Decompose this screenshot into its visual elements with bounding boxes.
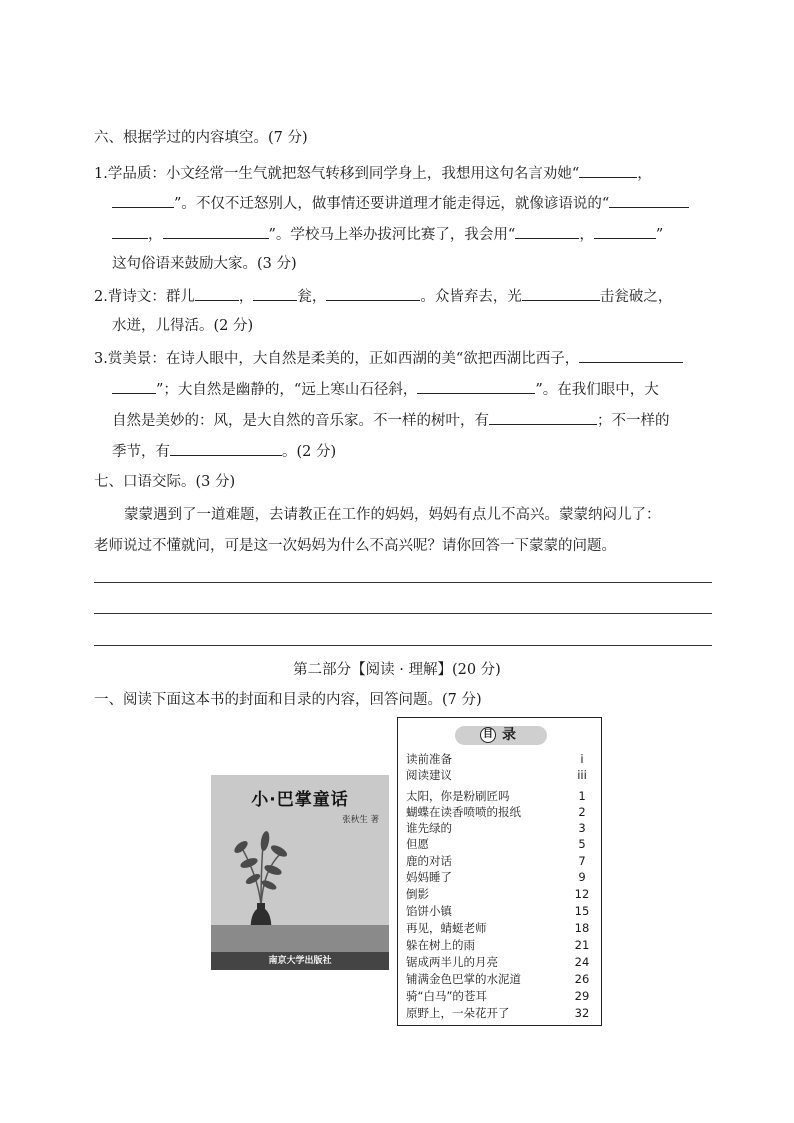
q3-text-d: 自然是美妙的：风，是大自然的音乐家。不一样的树叶，有	[112, 413, 489, 429]
toc-item-title: 原野上，一朵花开了	[406, 1006, 510, 1020]
toc-item	[406, 788, 594, 804]
q1-blank-3[interactable]	[609, 193, 689, 208]
q2-blank-1[interactable]	[195, 286, 239, 301]
book-cover	[211, 775, 389, 970]
q3-blank-2[interactable]	[417, 379, 535, 394]
cover-publisher: 南京大学出版社	[211, 952, 389, 970]
toc-item-page: 32	[574, 1006, 590, 1020]
q3-blank-1b[interactable]	[112, 379, 156, 394]
toc-item-page: i	[580, 752, 584, 766]
toc-item	[406, 820, 594, 836]
toc-item-page: 26	[574, 972, 590, 986]
toc-item	[406, 988, 594, 1004]
toc-item	[406, 920, 594, 936]
section-7-paragraph-1: 蒙蒙遇到了一道难题，去请教正在工作的妈妈，妈妈有点儿不高兴。蒙蒙纳闷儿了：	[124, 507, 661, 523]
q1-comma-3: ，	[579, 227, 594, 243]
toc-item	[406, 886, 594, 902]
q3-line1	[94, 348, 683, 369]
q2-text-b: 瓮，	[297, 289, 327, 305]
toc-item-page: 24	[574, 955, 590, 969]
toc-item-page: 18	[574, 921, 590, 935]
q2-line2: 水迸，儿得活。(2 分)	[112, 318, 254, 334]
toc-item-page: 7	[578, 854, 586, 868]
q2-blank-3[interactable]	[326, 286, 420, 301]
toc-item-page: 3	[578, 821, 586, 835]
toc-item-title: 铺满金色巴掌的水泥道	[406, 972, 521, 986]
toc-item-page: 1	[578, 789, 586, 803]
answer-line-3[interactable]	[94, 645, 712, 646]
toc-item-page: 15	[574, 904, 590, 918]
toc-heading-char: 目	[480, 727, 496, 743]
toc-item-title: 躲在树上的雨	[406, 938, 475, 952]
toc-item-title: 阅读建议	[406, 768, 452, 782]
toc-item	[406, 869, 594, 885]
section-7-title: 七、口语交际。(3 分)	[94, 474, 236, 490]
toc-item-page: 9	[578, 870, 586, 884]
toc-item-title: 谁先绿的	[406, 821, 452, 835]
q3-blank-1[interactable]	[579, 348, 683, 363]
q3-text-a: 3.赏美景：在诗人眼中，大自然是柔美的，正如西湖的美“欲把西湖比西子，	[94, 351, 580, 367]
answer-line-1[interactable]	[94, 582, 712, 583]
q1-blank-1[interactable]	[579, 163, 637, 178]
section-6-title: 六、根据学过的内容填空。(7 分)	[94, 130, 308, 146]
toc-item-title: 读前准备	[406, 752, 452, 766]
toc-item-title: 馅饼小镇	[406, 904, 452, 918]
toc-item	[406, 751, 594, 767]
q1-blank-2[interactable]	[112, 193, 174, 208]
toc-item-title: 蝴蝶在读香喷喷的报纸	[406, 805, 521, 819]
q1-text-c: ”。学校马上举办拔河比赛了，我会用“	[268, 227, 516, 243]
toc-item-page: iii	[577, 768, 587, 782]
q3-text-c: ”。在我们眼中，大	[535, 382, 659, 398]
toc-item-title: 鹿的对话	[406, 854, 452, 868]
table-of-contents	[397, 717, 602, 1026]
toc-item-title: 再见，蜻蜓老师	[406, 921, 487, 935]
toc-item	[406, 903, 594, 919]
toc-item-title: 骑“白马”的苍耳	[406, 989, 487, 1003]
q3-text-f: 季节，有	[112, 444, 170, 460]
toc-item	[406, 804, 594, 820]
q1-blank-6[interactable]	[594, 224, 656, 239]
toc-item	[406, 971, 594, 987]
toc-item-page: 29	[574, 989, 590, 1003]
q3-line4	[112, 441, 336, 462]
q1-line4: 这句俗语来鼓励大家。(3 分)	[112, 256, 297, 272]
toc-item-title: 太阳，你是粉刷匠吗	[406, 789, 510, 803]
q1-line1	[94, 163, 652, 184]
toc-item-title: 但愿	[406, 837, 429, 851]
q1-blank-4[interactable]	[163, 224, 269, 239]
section-7-paragraph-2: 老师说过不懂就问，可是这一次妈妈为什么不高兴呢？请你回答一下蒙蒙的问题。	[94, 538, 616, 554]
answer-line-2[interactable]	[94, 613, 712, 614]
q2-blank-4[interactable]	[522, 286, 600, 301]
part-2-title: 第二部分【阅读 · 理解】(20 分)	[293, 662, 501, 678]
q1-comma-2: ，	[148, 227, 163, 243]
toc-item	[406, 1005, 594, 1021]
toc-item	[406, 853, 594, 869]
toc-item	[406, 767, 594, 783]
cover-table-surface	[211, 925, 389, 952]
cover-author: 张秋生 著	[342, 815, 379, 825]
toc-item-title: 倒影	[406, 887, 429, 901]
toc-item	[406, 836, 594, 852]
q3-text-g: 。(2 分)	[282, 444, 337, 460]
q1-text-b: ”。不仅不迁怒别人，做事情还要讲道理才能走得远，就像谚语说的“	[174, 196, 610, 212]
toc-item-page: 5	[578, 837, 586, 851]
q2-text-c: 。众皆弃去，光	[420, 289, 522, 305]
q3-blank-4[interactable]	[170, 441, 282, 456]
toc-item	[406, 954, 594, 970]
toc-item-page: 21	[574, 938, 590, 952]
q3-text-e: ；不一样的	[597, 413, 670, 429]
toc-heading-rest: 录	[502, 727, 522, 743]
toc-item-page: 12	[574, 887, 590, 901]
toc-item	[406, 937, 594, 953]
q3-line2	[112, 379, 659, 400]
q1-blank-5[interactable]	[515, 224, 579, 239]
q1-close-quote: ”	[655, 227, 664, 243]
q1-blank-3b[interactable]	[112, 224, 148, 239]
toc-item-page: 2	[578, 805, 586, 819]
q1-comma-1: ，	[637, 166, 652, 182]
toc-item-title: 锯成两半儿的月亮	[406, 955, 498, 969]
q2-blank-2[interactable]	[253, 286, 297, 301]
q3-blank-3[interactable]	[489, 410, 597, 425]
toc-item-title: 妈妈睡了	[406, 870, 452, 884]
q1-line2	[112, 193, 689, 214]
q3-text-b: ”；大自然是幽静的，“远上寒山石径斜，	[156, 382, 418, 398]
cover-title: 小·巴掌童话	[251, 790, 349, 810]
q2-line1	[94, 286, 672, 307]
q2-text-d: 击瓮破之，	[599, 289, 673, 305]
q3-line3	[112, 410, 670, 431]
q2-text-a: 2.背诗文：群儿	[94, 289, 195, 305]
part-2-question-1: 一、阅读下面这本书的封面和目录的内容，回答问题。(7 分)	[94, 692, 482, 708]
q1-text-a: 1.学品质：小文经常一生气就把怒气转移到同学身上，我想用这句名言劝她“	[94, 166, 580, 182]
toc-heading	[455, 726, 547, 745]
q2-comma-1: ，	[238, 289, 254, 305]
q1-line3	[112, 224, 663, 245]
